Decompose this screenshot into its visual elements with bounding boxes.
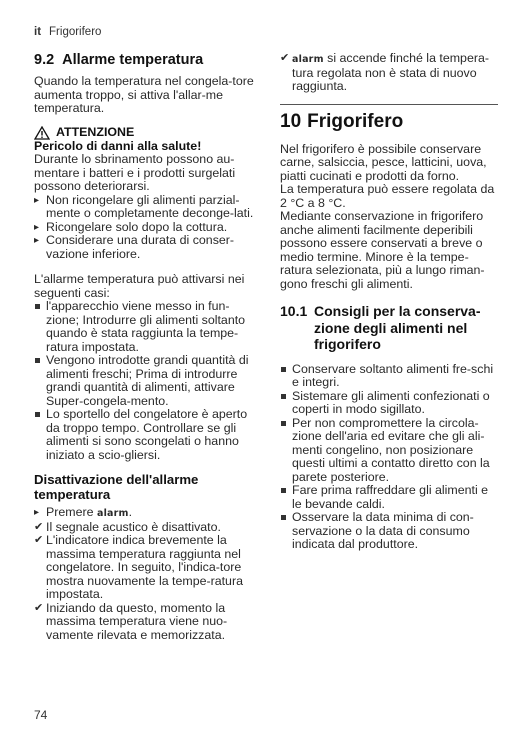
chapter-divider <box>280 104 498 105</box>
chapter-title: Frigorifero <box>307 110 404 132</box>
chapter-paragraph: La temperatura può essere regolata da 2 °C a 8 °C. <box>280 182 495 210</box>
cases-list <box>34 300 259 462</box>
left-column <box>34 52 259 650</box>
check-icon: ✔ <box>34 534 44 546</box>
warning-box-title <box>34 126 259 140</box>
list-item: Lo sportello del congelatore è aperto da troppo tempo. Controllare se gli alimenti si sono scongelati o hanno iniziato a scio-gliersi. <box>34 408 259 462</box>
check-icon: ✔ <box>34 601 44 614</box>
list-item: ✔ Iniziando da questo, momento la massima temperatura viene nuo-vamente rilevata e memorizzata. <box>34 600 228 642</box>
chapter-paragraph: Nel frigorifero è possibile conservare carne, salsiccia, pesce, latticini, uova, piatti cucinati e prodotti da forno. <box>280 141 487 183</box>
section-title: Allarme temperatura <box>62 52 204 68</box>
intro-paragraph: Quando la temperatura nel congela-tore aumenta troppo, si attiva l'allar-me temperatura. <box>34 74 254 115</box>
list-item: Per non compromettere la circola-zione dell'aria ed evitare che gli ali-menti congelino, non posizionare questi ultimi a contatto diretto con la parete posteriore. <box>280 417 498 485</box>
alarm-key-label: alarm <box>96 508 129 519</box>
list-item: Conservare soltanto alimenti fre-schi e integri. <box>280 363 498 390</box>
language-tag: it <box>34 26 42 38</box>
result-list-continued <box>280 52 498 94</box>
page-number: 74 <box>34 708 48 722</box>
header-section: Frigorifero <box>49 26 102 38</box>
warning-triangle-icon <box>34 126 50 140</box>
list-item: Sistemare gli alimenti confezionati o coperti in modo sigillato. <box>280 390 498 417</box>
warning-subtitle: Pericolo di danni alla salute! <box>34 138 202 153</box>
chapter-paragraph: Mediante conservazione in frigorifero anche alimenti facilmente deperibili possono essere conservati a breve o medio termine. Minore è la tempe-ratura selezionata, più a lungo riman-gono freschi gli alimenti. <box>280 209 485 291</box>
deactivation-heading: Disattivazione dell'allarme temperatura <box>34 472 199 502</box>
running-header <box>34 26 101 38</box>
alarm-key-label: alarm <box>292 54 324 65</box>
list-item: ✔ L'indicatore indica brevemente la massima temperatura raggiunta nel congelatore. In seguito, l'indica-tore mostra nuovamente la tempe-ratura impostata. <box>34 533 243 601</box>
chapter-heading <box>280 111 498 133</box>
list-item: ▸ Ricongelare solo dopo la cottura. <box>34 221 259 235</box>
check-icon: ✔ <box>280 52 290 64</box>
section-heading-10-1 <box>280 303 498 353</box>
step-list <box>34 506 259 521</box>
warning-label: ATTENZIONE <box>56 124 135 139</box>
section-number: 9.2 <box>34 52 55 68</box>
list-item: ▸ Non ricongelare gli alimenti parzial-mente o completamente deconge-lati. <box>34 194 259 221</box>
list-item: l'apparecchio viene messo in fun-zione; Introdurre gli alimenti soltanto quando è stata raggiunta la tempe-ratura impostata. <box>34 300 259 354</box>
right-column <box>280 52 498 560</box>
check-icon: ✔ <box>34 520 44 533</box>
list-item: ▸ Considerare una durata di conser-vazione inferiore. <box>34 234 259 261</box>
list-item <box>34 506 259 521</box>
list-item: Osservare la data minima di con-servazione o la data di consumo indicata dal produttore. <box>280 511 498 552</box>
tips-list <box>280 363 498 552</box>
warning-list <box>34 194 259 262</box>
step-prefix: Premere <box>46 505 94 519</box>
section-title: Consigli per la conserva-zione degli alimenti nel frigorifero <box>314 303 481 352</box>
section-heading-9-2 <box>34 52 259 69</box>
cases-intro: L'allarme temperatura può attivarsi nei seguenti casi: <box>34 272 245 300</box>
section-number: 10.1 <box>280 303 308 319</box>
list-item: Fare prima raffreddare gli alimenti e le bevande caldi. <box>280 484 498 511</box>
list-item: ✔ Il segnale acustico è disattivato. <box>34 519 221 534</box>
list-item: Vengono introdotte grandi quantità di alimenti freschi; Prima di introdurre grandi quantità di alimenti, attivare Super-congela-mento. <box>34 354 259 408</box>
result-list <box>34 521 259 643</box>
list-item: ✔ alarm si accende finché la tempera-tura regolata non è stata di nuovo raggiunta. <box>280 51 489 93</box>
chapter-number: 10 <box>280 110 302 132</box>
step-suffix: . <box>128 505 133 519</box>
warning-text: Durante lo sbrinamento possono au-mentare i batteri e i prodotti surgelati possono deteriorarsi. <box>34 152 236 193</box>
